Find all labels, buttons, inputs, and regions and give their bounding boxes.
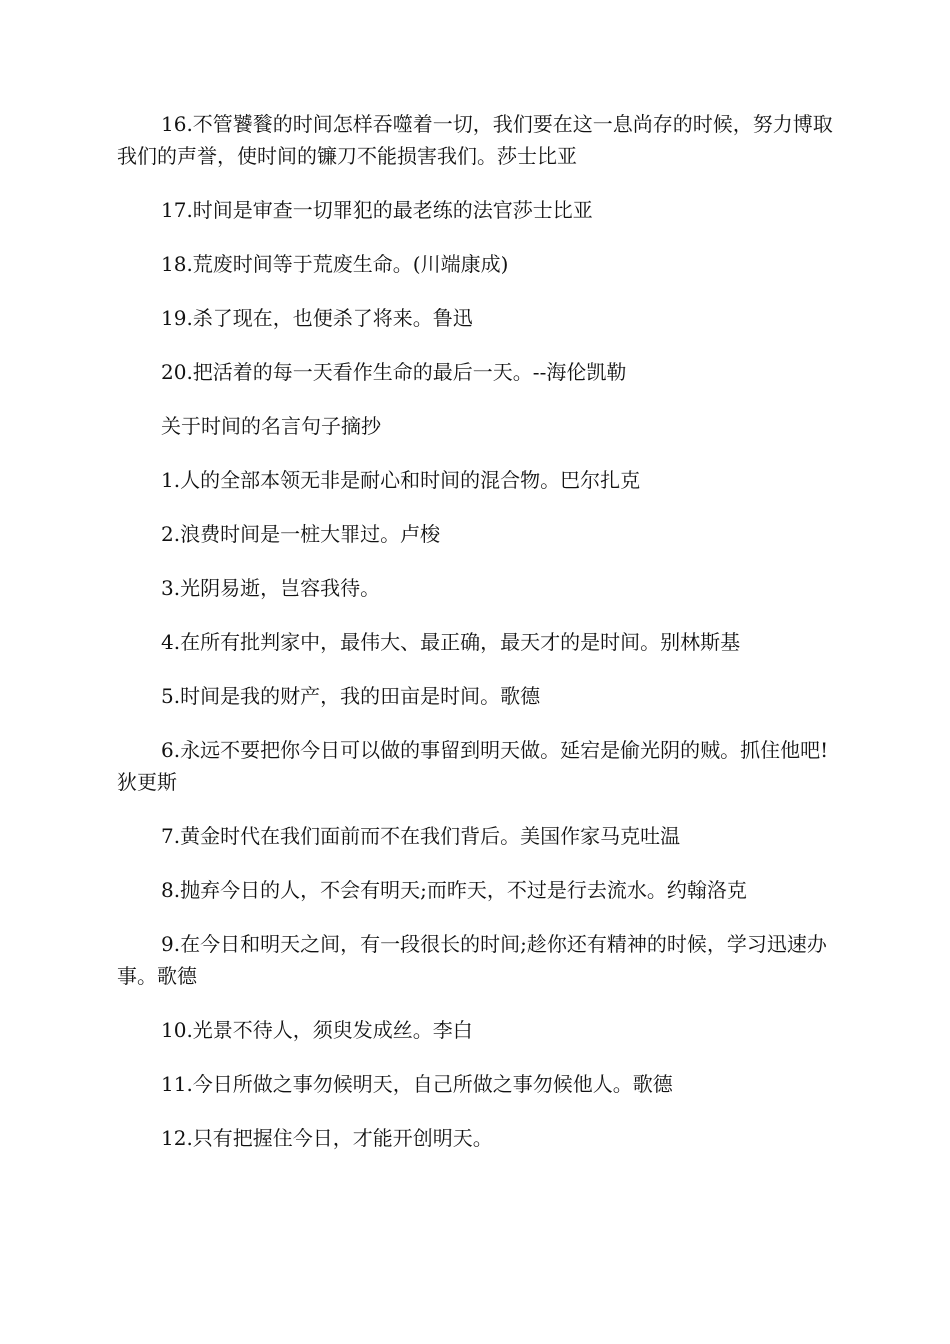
quote-paragraph-3: 3.光阴易逝，岂容我待。 <box>161 576 381 600</box>
quote-paragraph-4: 4.在所有批判家中，最伟大、最正确，最天才的是时间。别林斯基 <box>161 630 741 654</box>
quote-paragraph-10: 10.光景不待人，须臾发成丝。李白 <box>161 1018 473 1042</box>
quote-paragraph-6: 6.永远不要把你今日可以做的事留到明天做。延宕是偷光阴的贼。抓住他吧!狄更斯 <box>117 738 829 794</box>
quote-paragraph-17: 17.时间是审查一切罪犯的最老练的法官莎士比亚 <box>161 198 593 222</box>
quote-paragraph-20: 20.把活着的每一天看作生命的最后一天。--海伦凯勒 <box>161 360 627 384</box>
quote-paragraph-9: 9.在今日和明天之间，有一段很长的时间;趁你还有精神的时候，学习迅速办事。歌德 <box>117 932 827 988</box>
quote-paragraph-8: 8.抛弃今日的人，不会有明天;而昨天，不过是行去流水。约翰洛克 <box>161 878 747 902</box>
quote-paragraph-11: 11.今日所做之事勿候明天，自己所做之事勿候他人。歌德 <box>161 1072 673 1096</box>
quote-paragraph-12: 12.只有把握住今日，才能开创明天。 <box>161 1126 493 1150</box>
quote-paragraph-7: 7.黄金时代在我们面前而不在我们背后。美国作家马克吐温 <box>161 824 681 848</box>
section-heading: 关于时间的名言句子摘抄 <box>161 414 381 438</box>
quote-paragraph-2: 2.浪费时间是一桩大罪过。卢梭 <box>161 522 441 546</box>
quote-paragraph-1: 1.人的全部本领无非是耐心和时间的混合物。巴尔扎克 <box>161 468 641 492</box>
quote-paragraph-16: 16.不管饕餮的时间怎样吞噬着一切，我们要在这一息尚存的时候，努力博取我们的声誉，使时间的镰刀不能损害我们。莎士比亚 <box>117 112 833 168</box>
document-body <box>117 108 833 1176</box>
quote-paragraph-18: 18.荒废时间等于荒废生命。(川端康成) <box>161 252 509 276</box>
quote-paragraph-19: 19.杀了现在，也便杀了将来。鲁迅 <box>161 306 473 330</box>
quote-paragraph-5: 5.时间是我的财产，我的田亩是时间。歌德 <box>161 684 541 708</box>
